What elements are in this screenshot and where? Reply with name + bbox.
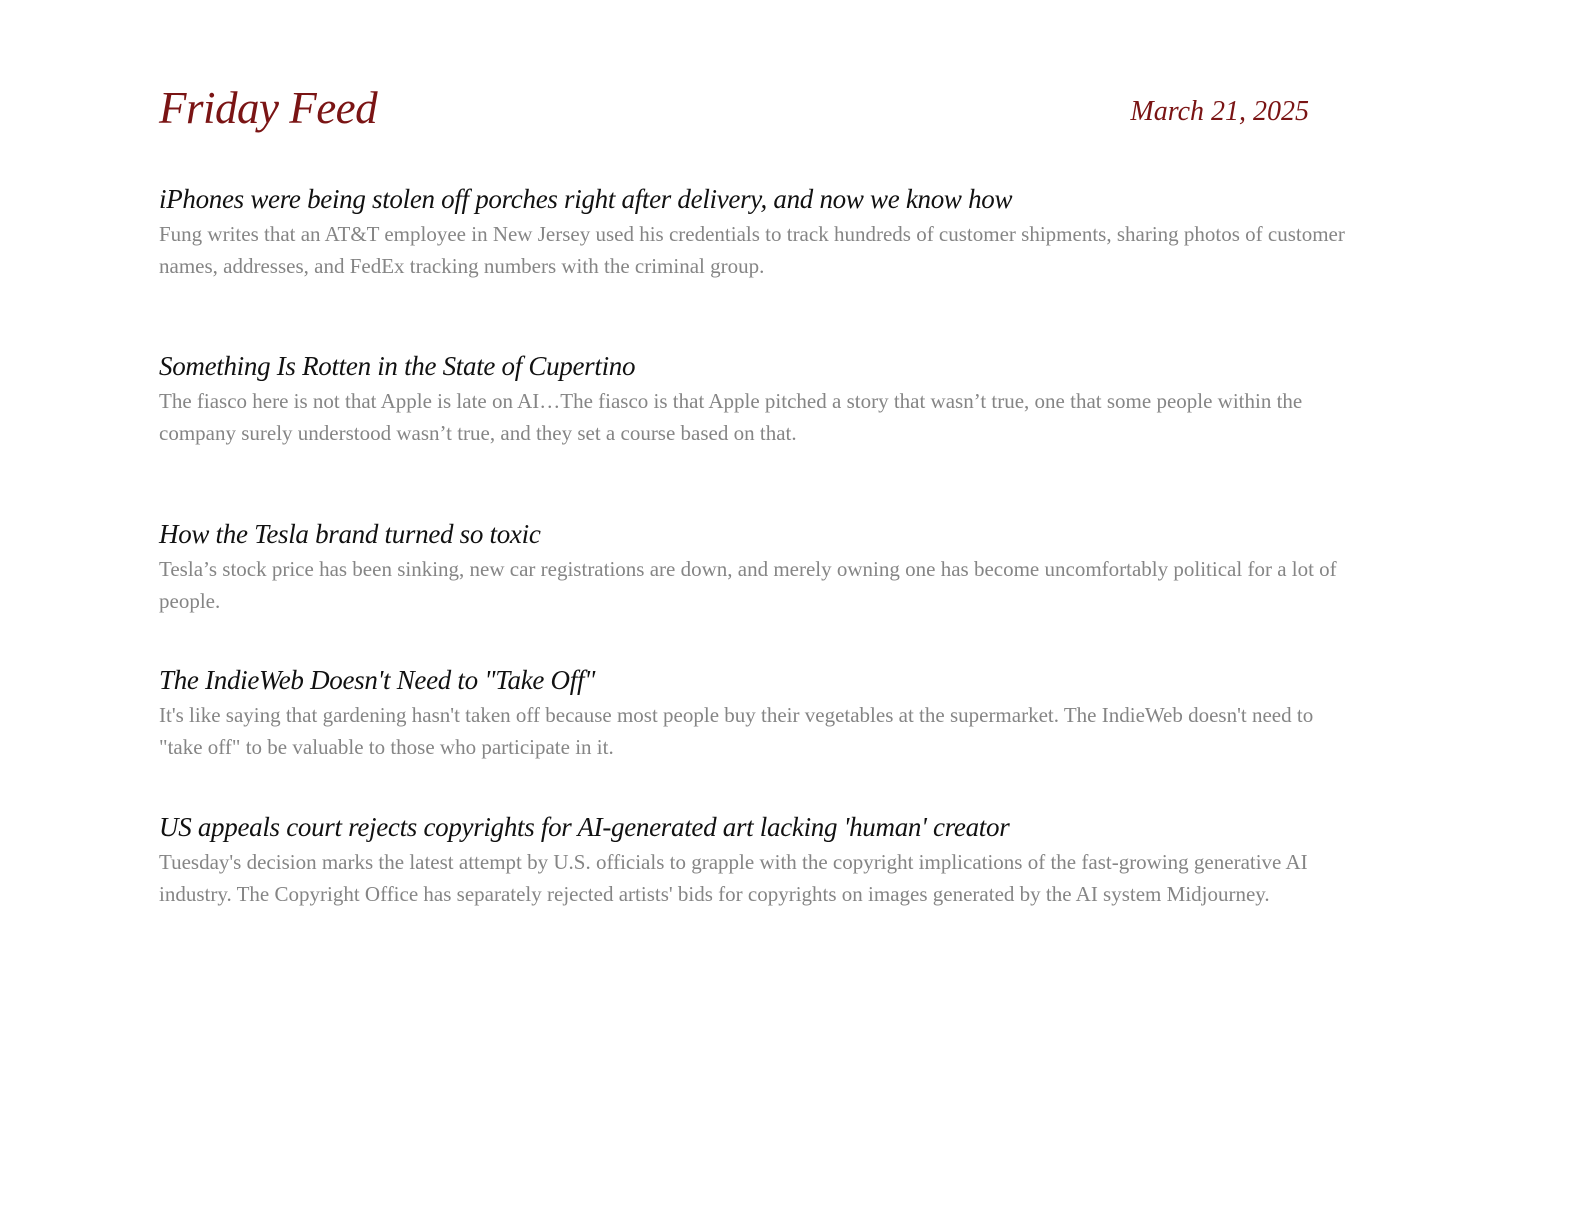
article-item [159,517,1349,617]
feed-date: March 21, 2025 [1130,96,1309,127]
article-item [159,349,1349,449]
article-title[interactable]: The IndieWeb Doesn't Need to "Take Off" [159,665,596,695]
article-summary: It's like saying that gardening hasn't taken off because most people buy their vegetables at the supermarket. The IndieWeb doesn't need to "take off" to be valuable to those who participate in it. [159,703,1314,759]
article-summary: Tesla’s stock price has been sinking, new car registrations are down, and merely owning one has become uncomfortably political for a lot of people. [159,557,1337,613]
article-summary: The fiasco here is not that Apple is late on AI…The fiasco is that Apple pitched a story that wasn’t true, one that some people within the company surely understood wasn’t true, and they set a course based on that. [159,389,1303,445]
article-item [159,663,1349,763]
article-title[interactable]: iPhones were being stolen off porches right after delivery, and now we know how [159,184,1013,214]
article-title[interactable]: How the Tesla brand turned so toxic [159,519,541,549]
article-item [159,810,1349,910]
article-title[interactable]: Something Is Rotten in the State of Cupertino [159,351,636,381]
article-summary: Tuesday's decision marks the latest attempt by U.S. officials to grapple with the copyright implications of the fast-growing generative AI industry. The Copyright Office has separately rejected artists' bids for copyrights on images generated by the AI system Midjourney. [159,850,1308,906]
article-item [159,182,1349,282]
article-title[interactable]: US appeals court rejects copyrights for AI-generated art lacking 'human' creator [159,812,1010,842]
feed-page [159,0,1349,1224]
feed-header [159,78,1309,138]
article-summary: Fung writes that an AT&T employee in New Jersey used his credentials to track hundreds of customer shipments, sharing photos of customer names, addresses, and FedEx tracking numbers with the criminal group. [159,222,1345,278]
page-title: Friday Feed [159,83,378,133]
